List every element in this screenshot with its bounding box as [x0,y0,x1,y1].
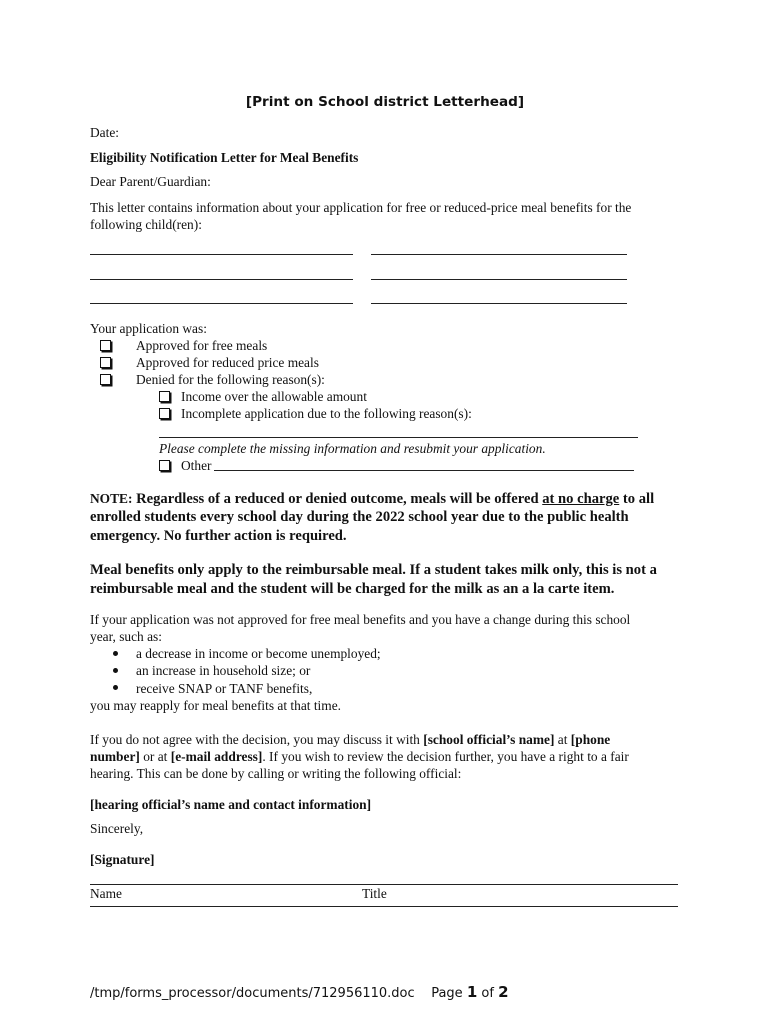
checkbox-income-over[interactable] [159,391,170,402]
change-closing: you may reapply for meal benefits at that time. [90,698,341,713]
page-number: 1 [466,983,478,1001]
appeal-line-2 [90,749,629,765]
option-denied: Denied for the following reason(s): [136,372,325,387]
page-total: 2 [498,983,509,1001]
closing-sincerely: Sincerely, [90,821,144,836]
option-free-meals: Approved for free meals [136,338,268,353]
note-line-2: enrolled students every school day during the 2022 school year due to the public health [90,509,629,525]
child-name-blank[interactable] [371,279,627,280]
bottom-rule [90,906,678,907]
change-bullet-2: an increase in household size; or [136,663,311,678]
letter-title: Eligibility Notification Letter for Meal Benefits [90,150,359,165]
date-label: Date: [90,125,119,140]
note-text: Regardless of a reduced or denied outcome, meals will be offered [136,491,539,507]
email-placeholder: [e-mail address] [170,749,263,764]
note-line-3: emergency. No further action is required. [90,528,347,544]
phone-placeholder: [phone [570,732,611,747]
salutation: Dear Parent/Guardian: [90,174,211,189]
reason-income-over: Income over the allowable amount [181,389,367,404]
appeal-text: . If you wish to review the decision further, you have a right to a fair [262,749,629,764]
application-status-label: Your application was: [90,321,207,336]
reason-incomplete: Incomplete application due to the following reason(s): [181,406,472,421]
child-name-blank[interactable] [371,303,627,304]
reimbursable-line-2: reimbursable meal and the student will be charged for the milk as an a la carte item. [90,581,615,597]
letterhead-heading: [Print on School district Letterhead] [245,94,525,110]
option-other: Other [181,458,212,473]
title-label: Title [362,886,387,901]
appeal-text: If you do not agree with the decision, you may discuss it with [90,732,420,747]
of-word: of [481,986,494,1001]
checkbox-free-meals[interactable] [100,340,111,351]
option-reduced-meals: Approved for reduced price meals [136,355,319,370]
name-label: Name [90,886,122,901]
change-line-1: If your application was not approved for free meal benefits and you have a change during this school [90,612,631,627]
appeal-text: at [557,732,568,747]
appeal-line-3: hearing. This can be done by calling or writing the following official: [90,766,462,781]
child-name-blank[interactable] [90,303,353,304]
appeal-line-1 [90,732,610,748]
bullet-dot [113,685,118,690]
note-line-1 [90,489,654,509]
signature-placeholder: [Signature] [90,852,155,867]
change-bullet-3: receive SNAP or TANF benefits, [136,681,313,696]
change-line-2: year, such as: [90,629,162,644]
appeal-text: or at [143,749,168,764]
other-reason-blank[interactable] [214,470,634,471]
no-charge-text: at no charge [542,491,620,507]
note-label: NOTE: [90,491,133,506]
document-path: /tmp/forms_processor/documents/712956110.doc [90,986,415,1001]
note-text-end: to all [622,491,655,507]
checkbox-incomplete[interactable] [159,408,170,419]
page-word: Page [431,986,463,1001]
child-name-blank[interactable] [371,254,627,255]
phone-placeholder-end: number] [90,749,140,764]
bullet-dot [113,668,118,673]
signature-rule [90,884,678,885]
resubmit-note: Please complete the missing information and resubmit your application. [159,441,546,456]
intro-line-2: following child(ren): [90,217,202,232]
change-bullet-1: a decrease in income or become unemployed; [136,646,381,661]
bullet-dot [113,651,118,656]
child-name-blank[interactable] [90,254,353,255]
incomplete-reason-blank[interactable] [159,437,638,438]
child-name-blank[interactable] [90,279,353,280]
intro-line-1: This letter contains information about your application for free or reduced-price meal benefits for the [90,200,632,215]
school-official-placeholder: [school official’s name] [423,732,555,747]
hearing-official-placeholder: [hearing official’s name and contact information] [90,797,372,812]
reimbursable-line-1: Meal benefits only apply to the reimbursable meal. If a student takes milk only, this is not a [90,562,657,578]
checkbox-other[interactable] [159,460,170,471]
checkbox-denied[interactable] [100,374,111,385]
checkbox-reduced-meals[interactable] [100,357,111,368]
footer [90,983,509,1001]
